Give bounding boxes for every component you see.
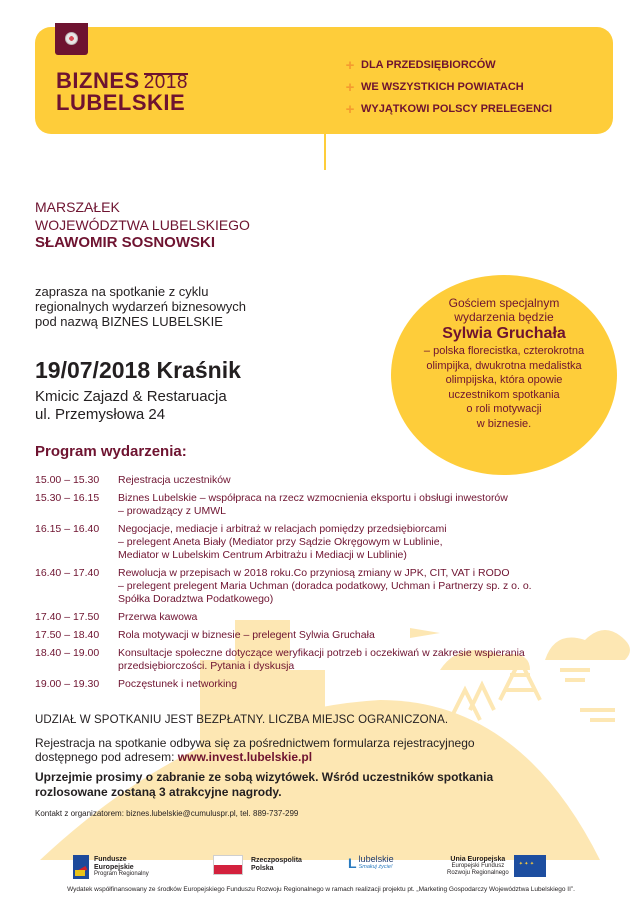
unia-europejska-logo — [447, 855, 546, 877]
program-description-line: Rewolucja w przepisach w 2018 roku.Co przyniosą zmiany w JPK, CIT, VAT i RODO — [118, 567, 510, 579]
event-venue — [35, 388, 227, 424]
program-description-line: Konsultacje społeczne dotyczące weryfikacji potrzeb i oczekiwań w zakresie wspierania — [118, 647, 525, 659]
plus-icon: + — [345, 78, 355, 96]
program-description — [118, 474, 625, 487]
lubelskie-icon: L — [348, 854, 357, 871]
program-description — [118, 567, 625, 606]
guest-bio-line: – polska florecistka, czterokrotna — [423, 345, 585, 357]
invitation-line: regionalnych wydarzeń biznesowych — [35, 299, 247, 314]
registration-line: Rejestracja na spotkanie odbywa się za pośrednictwem formularza rejestracyjnego — [35, 736, 475, 750]
program-description-line: Spółka Doradztwa Podatkowego) — [118, 593, 274, 605]
invitation-line: pod nazwą BIZNES LUBELSKIE — [35, 314, 223, 329]
program-description-line: Negocjacje, mediacje i arbitraż w relacjach pomiędzy przedsiębiorcami — [118, 523, 447, 535]
program-description-line: Biznes Lubelskie – współpraca na rzecz wzmocnienia eksportu i obsługi inwestorów — [118, 492, 508, 504]
logo-text: Smakuj życie! — [358, 864, 393, 870]
host-name: SŁAWOMIR SOSNOWSKI — [35, 234, 215, 251]
guest-bio-line: uczestnikom spotkania — [448, 388, 560, 401]
feature-item — [343, 98, 552, 120]
event-date-city: 19/07/2018 Kraśnik — [35, 357, 241, 383]
logo-text: lubelskie — [358, 854, 394, 864]
decorative-connector-line — [324, 134, 326, 170]
request-line: rozlosowane zostaną 3 atrakcyjne nagrody. — [35, 784, 282, 799]
host-title-line2: WOJEWÓDZTWA LUBELSKIEGO — [35, 217, 250, 233]
eu-flag-icon — [514, 855, 546, 877]
program-item — [35, 629, 625, 642]
program-time: 17.50 – 18.40 — [35, 629, 100, 641]
venue-name: Kmicic Zajazd & Restaruacja — [35, 388, 227, 405]
program-description — [118, 678, 625, 691]
program-time: 15.00 – 15.30 — [35, 474, 100, 486]
program-item — [35, 567, 625, 606]
organizer-contact: Kontakt z organizatorem: biznes.lubelskie@cumuluspr.pl, tel. 889-737-299 — [35, 809, 299, 818]
plus-icon: + — [345, 56, 355, 74]
guest-bio-line: olimpijska, która opowie — [445, 374, 563, 386]
funding-note: Wydatek współfinansowany ze środków Europejskiego Funduszu Rozwoju Regionalnego w ramach realizacji projektu pt. „Marketing Gospodarczy Województwa Lubelskiego II”. — [67, 886, 575, 893]
logo-text: Rzeczpospolita — [251, 857, 302, 864]
globe-icon — [65, 32, 78, 45]
logo-text: Rozwoju Regionalnego — [447, 869, 509, 876]
program-description-line: Przerwa kawowa — [118, 611, 198, 623]
program-schedule — [35, 474, 625, 696]
program-description-line: przedsiębiorczości. Pytania i dyskusja — [118, 660, 295, 672]
host-block — [35, 198, 250, 252]
program-item — [35, 678, 625, 691]
sponsor-logos — [0, 855, 642, 885]
guest-intro-line: Gościem specjalnym — [448, 296, 560, 310]
registration-info — [35, 737, 595, 764]
feature-item — [343, 76, 552, 98]
request-line: Uprzejmie prosimy o zabranie ze sobą wizytówek. Wśród uczestników spotkania — [35, 770, 494, 784]
brand-logo-tab — [55, 23, 88, 55]
guest-bio-line: o roli motywacji — [466, 403, 542, 415]
program-description — [118, 629, 625, 642]
feature-label: DLA PRZEDSIĘBIORCÓW — [361, 59, 496, 71]
program-item — [35, 611, 625, 624]
rzeczpospolita-polska-logo — [213, 855, 302, 875]
feature-list — [343, 54, 552, 120]
fundusze-europejskie-logo — [73, 855, 149, 879]
guest-name: Sylwia Gruchała — [442, 325, 566, 342]
lubelskie-logo — [348, 855, 394, 871]
registration-link[interactable]: www.invest.lubelskie.pl — [177, 749, 313, 764]
program-item — [35, 474, 625, 487]
feature-item — [343, 54, 552, 76]
program-description — [118, 611, 625, 624]
program-item — [35, 523, 625, 562]
program-description — [118, 523, 625, 562]
program-item — [35, 492, 625, 518]
host-title-line1: MARSZAŁEK — [35, 199, 120, 215]
logo-text: Fundusze — [94, 856, 127, 863]
brand-year: 2018 — [143, 72, 188, 93]
registration-line: dostępnego pod adresem: — [35, 749, 178, 764]
invitation-text — [35, 284, 305, 329]
invitation-line: zaprasza na spotkanie z cyklu — [35, 284, 209, 299]
logo-text: Europejski Fundusz — [451, 862, 505, 869]
brand-logo-text — [56, 70, 188, 114]
guest-intro-line: wydarzenia będzie — [454, 310, 554, 324]
header-banner — [35, 27, 613, 134]
logo-text: Polska — [251, 865, 274, 872]
brand-line2: LUBELSKIE — [56, 90, 186, 115]
polish-flag-icon — [213, 855, 243, 875]
program-time: 15.30 – 16.15 — [35, 492, 100, 504]
guest-bio-line: olimpijka, dwukrotna medalistka — [426, 359, 582, 372]
guest-bio-line: w biznesie. — [476, 417, 532, 430]
program-time: 17.40 – 17.50 — [35, 611, 100, 623]
program-description — [118, 492, 625, 518]
program-description-line: – prowadzący z UMWL — [118, 505, 226, 517]
program-description — [118, 647, 625, 673]
program-description-line: Rola motywacji w biznesie – prelegent Sylwia Gruchała — [118, 629, 375, 641]
free-entry-notice: UDZIAŁ W SPOTKANIU JEST BEZPŁATNY. LICZBA MIEJSC OGRANICZONA. — [35, 714, 449, 726]
program-description-line: Rejestracja uczestników — [118, 474, 231, 486]
program-item — [35, 647, 625, 673]
program-time: 19.00 – 19.30 — [35, 678, 100, 690]
plus-icon: + — [345, 100, 355, 118]
logo-text: Europejskie — [94, 863, 134, 871]
fundusze-europejskie-icon — [73, 855, 89, 879]
logo-text: Unia Europejska — [450, 855, 506, 863]
special-guest-text — [391, 296, 617, 431]
feature-label: WYJĄTKOWI POLSCY PRELEGENCI — [361, 103, 553, 115]
program-title: Program wydarzenia: — [35, 443, 187, 460]
program-time: 16.40 – 17.40 — [35, 567, 100, 579]
program-description-line: Mediator w Lubelskim Centrum Arbitrażu i Mediacji w Lublinie) — [118, 549, 407, 561]
brand-line1: BIZNES — [56, 68, 140, 93]
logo-text: Program Regionalny — [94, 871, 149, 877]
program-time: 18.40 – 19.00 — [35, 647, 100, 659]
feature-label: WE WSZYSTKICH POWIATACH — [361, 81, 524, 93]
program-description-line: Poczęstunek i networking — [118, 678, 238, 690]
program-description-line: – prelegent prelegent Maria Uchman (doradca podatkowy, Uchman i Partnerzy sp. z o. o. — [118, 580, 532, 592]
program-description-line: – prelegent Aneta Biały (Mediator przy Sądzie Okręgowym w Lublinie, — [118, 536, 443, 548]
program-time: 16.15 – 16.40 — [35, 523, 100, 535]
venue-address: ul. Przemysłowa 24 — [35, 406, 166, 423]
business-cards-request — [35, 770, 595, 799]
